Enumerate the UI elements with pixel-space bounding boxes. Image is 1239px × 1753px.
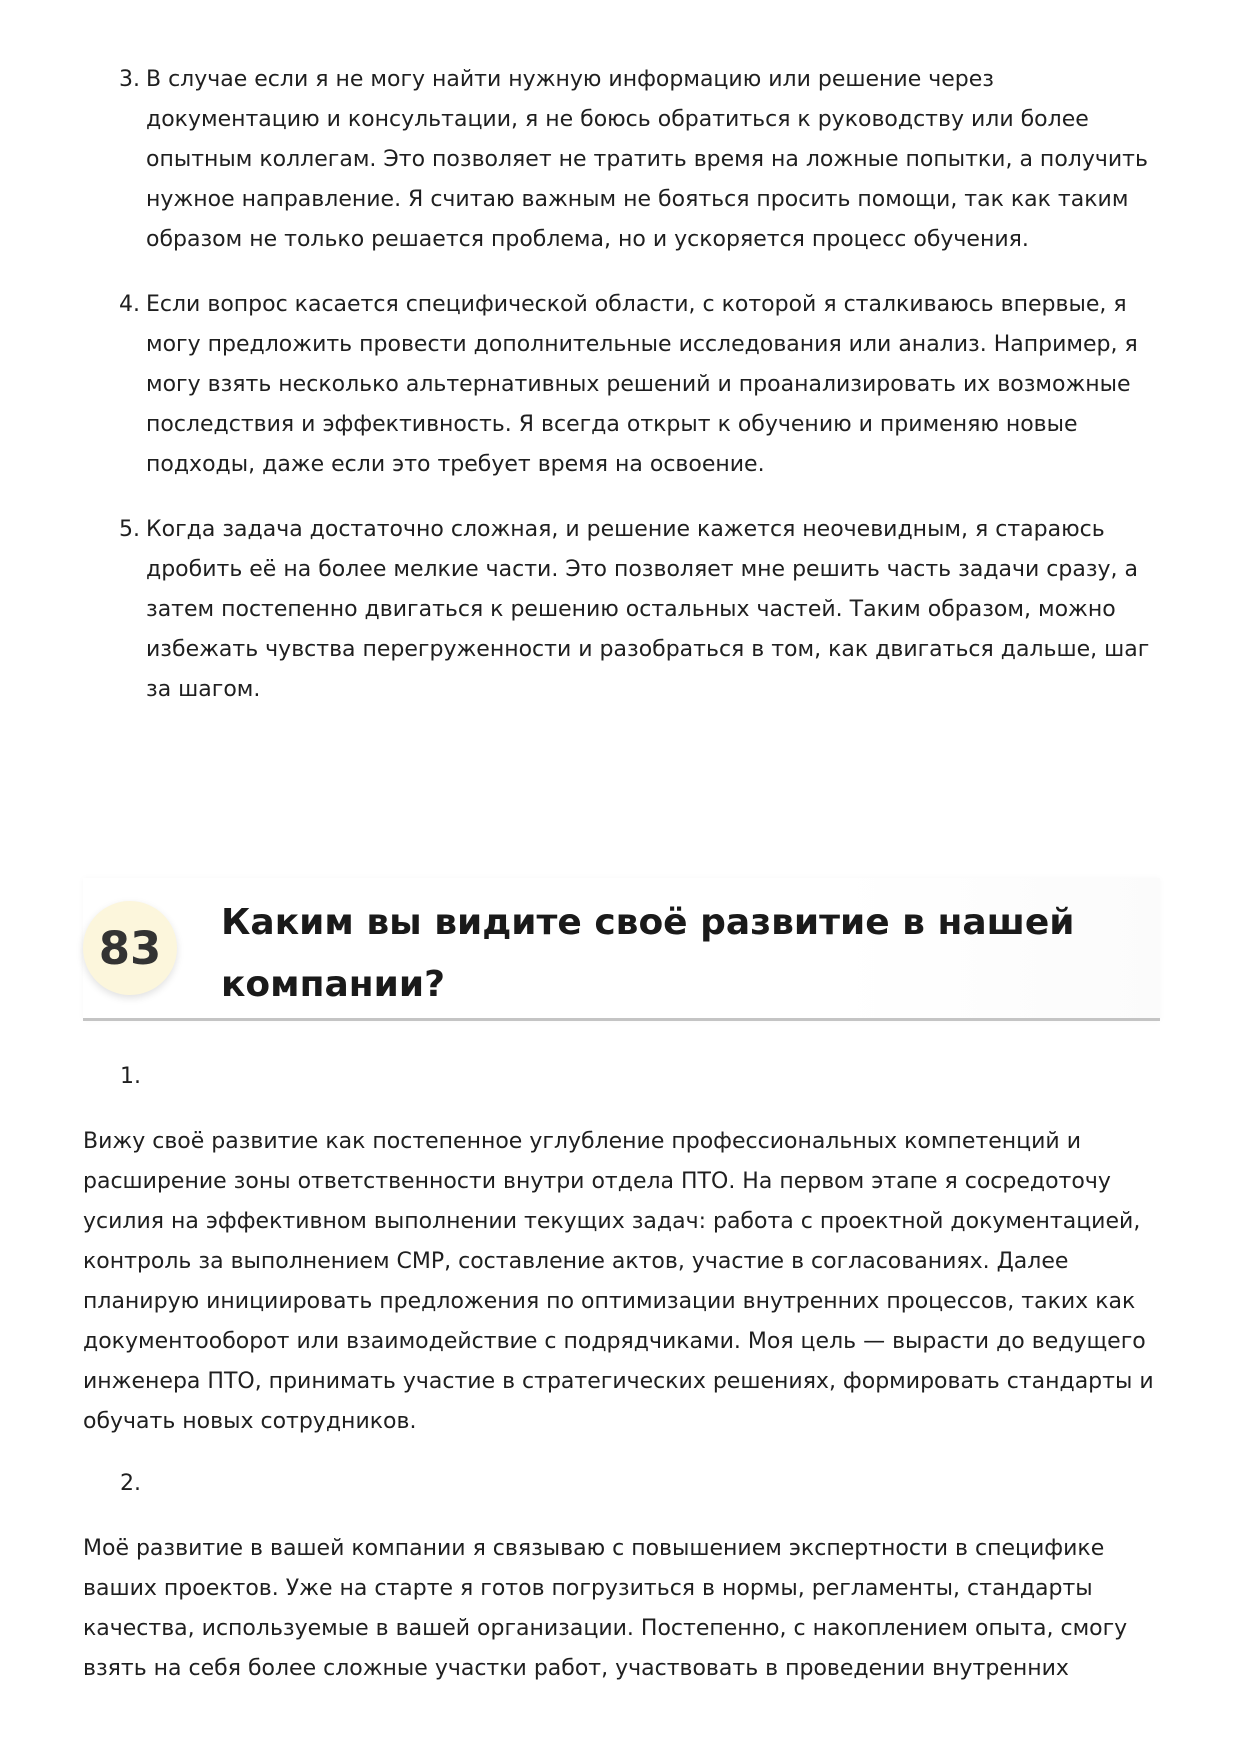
previous-answer-list [119,60,1156,735]
list-item-number: 3. [119,67,140,92]
answer-number: 2. [120,1471,141,1496]
question-header [83,878,1160,1021]
answer-number: 1. [120,1064,141,1089]
list-item-text: Если вопрос касается специфической области, с которой я сталкиваюсь впервые, я могу предложить провести дополнительные исследования или анализ. Например, я могу взять несколько альтернативных решений и проанализировать их возможные последствия и эффективность. Я всегда открыт к обучению и применяю новые подходы, даже если это требует время на освоение. [146,292,1138,477]
list-item [119,510,1156,710]
answer-text: Моё развитие в вашей компании я связываю с повышением экспертности в специфике ваших проектов. Уже на старте я готов погрузиться в нормы, регламенты, стандарты качества, используемые в вашей организации. Постепенно, с накоплением опыта, смогу взять на себя более сложные участки работ, участвовать в проведении внутренних [83,1536,1128,1681]
list-item [119,60,1156,260]
list-item-text: В случае если я не могу найти нужную информацию или решение через документацию и консультации, я не боюсь обратиться к руководству или более опытным коллегам. Это позволяет не тратить время на ложные попытки, а получить нужное направление. Я считаю важным не бояться просить помощи, так как таким образом не только решается проблема, но и ускоряется процесс обучения. [146,67,1148,252]
question-number-badge: 83 [83,901,177,995]
question-title: Каким вы видите своё развитие в нашей компании? [221,902,1075,1005]
answer-text: Вижу своё развитие как постепенное углубление профессиональных компетенций и расширение зоны ответственности внутри отдела ПТО. На первом этапе я сосредоточу усилия на эффективном выполнении текущих задач: работа с проектной документацией, контроль за выполнением СМР, составление актов, участие в согласованиях. Далее планирую инициировать предложения по оптимизации внутренних процессов, таких как документооборот или взаимодействие с подрядчиками. Моя цель — вырасти до ведущего инженера ПТО, принимать участие в стратегических решениях, формировать стандарты и обучать новых сотрудников. [83,1129,1154,1434]
list-item-number: 4. [119,292,140,317]
list-item [119,285,1156,485]
list-item-text: Когда задача достаточно сложная, и решение кажется неочевидным, я стараюсь дробить её на более мелкие части. Это позволяет мне решить часть задачи сразу, а затем постепенно двигаться к решению остальных частей. Таким образом, можно избежать чувства перегруженности и разобраться в том, как двигаться дальше, шаг за шагом. [146,517,1150,702]
list-item-number: 5. [119,517,140,542]
